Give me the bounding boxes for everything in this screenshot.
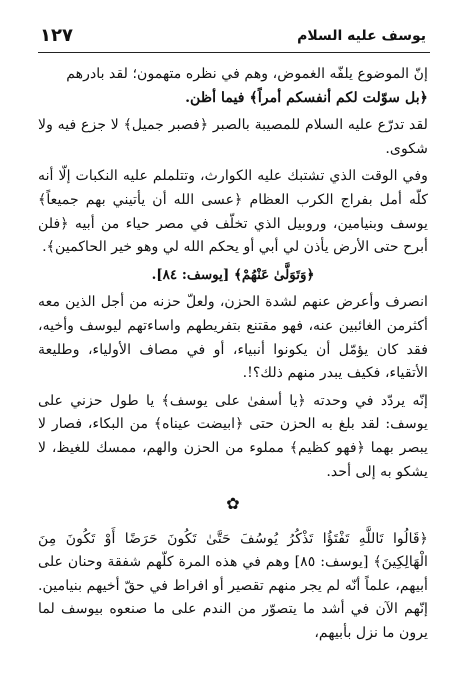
body-text (38, 63, 428, 650)
paragraph-1-line-1: إنّ الموضوع يلفّه الغموض، وهم في نظره متهمون؛ لقد بادرهم (66, 66, 428, 82)
page-header (40, 25, 426, 51)
paragraph-5: انصرف وأعرض عنهم لشدة الحزن، ولعلّ حزنه من أجل الذين معه أكثرمن الغائبين عنه، فهو مقتنع بتفريطهم واساءتهم ليوسف وأخيه، فقد كان يؤمّل أن يكونوا أنبياء، أو في مصاف الأولياء، وطليعة الأتقياء، فكيف يبدر منهم ذلك؟!. (38, 294, 428, 382)
paragraph-2: لقد تدرّع عليه السلام للمصيبة بالصبر ﴿فصبر جميل﴾ لا جزع فيه ولا شكوى. (38, 117, 428, 157)
page-number: ١٢٧ (40, 25, 73, 46)
header-rule (38, 52, 430, 53)
running-title: يوسف عليه السلام (297, 28, 426, 44)
paragraph-1-line-2: ﴿بل سوّلت لكم أنفسكم أمراً﴾ فيما أظن. (185, 89, 428, 106)
paragraph-6: إنّه يردّد في وحدته ﴿يا أسفىٰ على يوسف﴾ يا طول حزني على يوسف: لقد بلغ به الحزن حتى ﴿ابيضت عيناه﴾ من البكاء، فصار لا يبصر بهما ﴿فهو كظيم﴾ مملوء من الحزن والهم، ممسك للغيظ، لا يشكو به إلى أحد. (38, 392, 428, 480)
paragraph-7: ﴿قَالُوا تَاللَّهِ تَفْتَؤُا تَذْكُرُ يُوسُفَ حَتَّىٰ تَكُونَ حَرَضًا أَوْ تَكُونَ مِنَ الْهَالِكِينَ﴾ [يوسف: ٨٥] وهم في هذه المرة كلّهم شفقة وحنان على أبيهم، علماً أنّه لم يجر منهم تقصير أو افراط في حقّ أخيهم بنيامين. إنّهم الآن في أشد ما يتصوّر من الندم على ما صنعوه بيوسف لما يرون ما نزل بأبيهم، (38, 530, 428, 642)
section-divider-icon: ✿ (226, 494, 240, 514)
verse-reference-84: ﴿وَتَوَلَّىٰ عَنْهُمْ﴾ [يوسف: ٨٤]. (151, 266, 315, 283)
paragraph-1 (38, 63, 428, 110)
paragraph-3: وفي الوقت الذي تشتبك عليه الكوارث، وتتلملم عليه النكبات إلّا أنه كلّه أمل بفراج الكرب العظام ﴿عسى الله أن يأتيني بهم جميعاً﴾ يوسف وبنيامين، وروبيل الذي تخلّف في مصر حياء من أبيه ﴿فلن أبرح حتى الأرض يأذن لي أبي أو يحكم الله لي وهو خير الحاكمين﴾. (38, 168, 428, 256)
